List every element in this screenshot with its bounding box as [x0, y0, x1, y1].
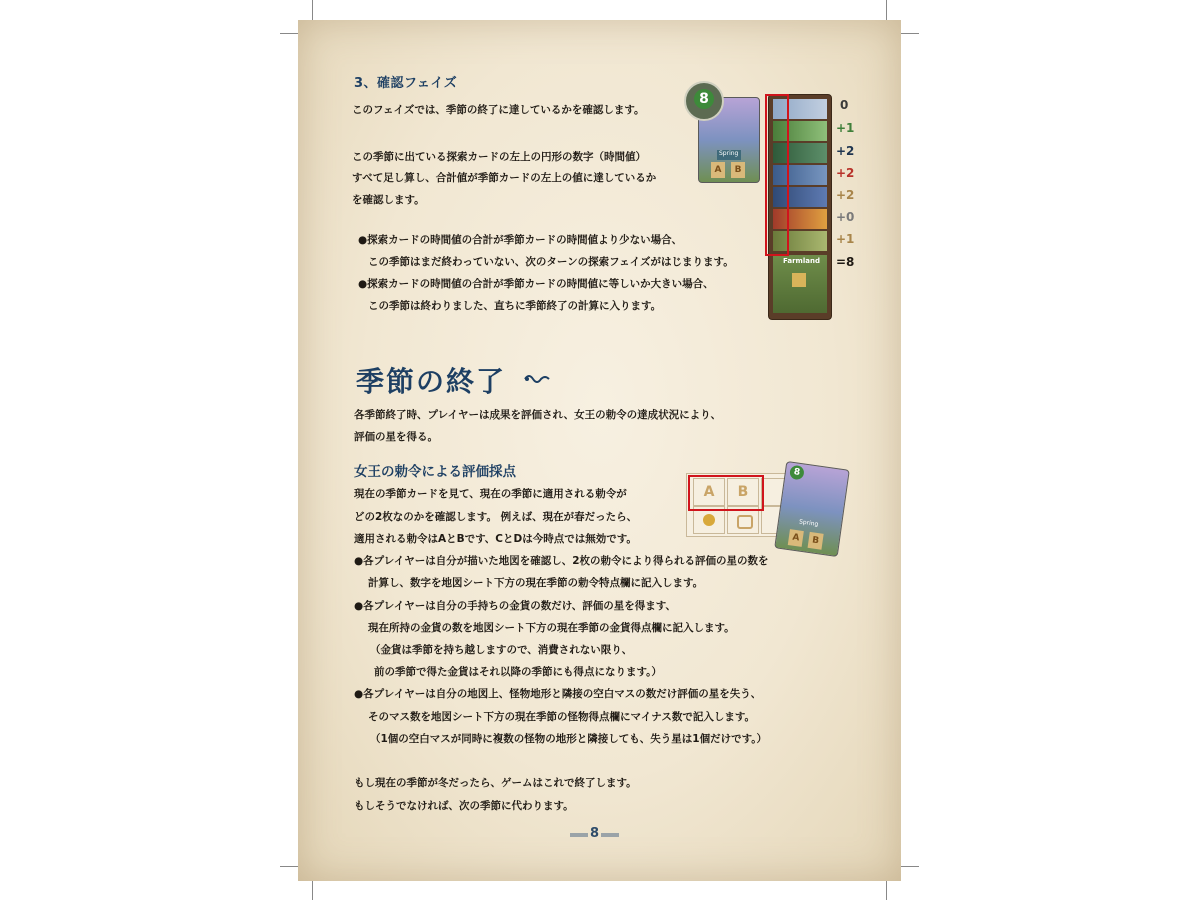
bullet-item: ●各プレイヤーは自分が描いた地図を確認し、2枚の勅令により得られる評価の星の数を	[354, 555, 769, 567]
farmland-card	[773, 255, 827, 313]
crop-mark	[901, 866, 919, 867]
coin-icon	[703, 514, 715, 526]
season-card-name: Spring	[719, 150, 739, 157]
time-total: =8	[836, 255, 855, 269]
bullet-item: （1個の空白マスが同時に複数の怪物の地形と隣接しても、失う星は1個だけです。）	[370, 733, 768, 745]
crop-mark	[886, 881, 887, 900]
time-value: +2	[836, 166, 855, 180]
edict-slot-b: B	[727, 478, 759, 506]
paragraph: すべて足し算し、合計値が季節カードの左上の値に達しているか	[352, 172, 657, 184]
time-value: +1	[836, 121, 855, 135]
crop-mark	[886, 0, 887, 20]
bullet-item: ●探索カードの時間値の合計が季節カードの時間値より少ない場合、	[358, 234, 683, 246]
flourish-icon	[523, 372, 553, 386]
time-value: +0	[836, 210, 855, 224]
farmland-card-name: Farmland	[783, 257, 820, 265]
terrain-icon	[792, 273, 806, 287]
rulebook-page	[298, 20, 901, 881]
paragraph: 各季節終了時、プレイヤーは成果を評価され、女王の勅令の達成状況により、	[354, 409, 722, 421]
crop-mark	[901, 33, 919, 34]
section-title: 季節の終了	[356, 365, 507, 398]
bullet-item: ●各プレイヤーは自分の手持ちの金貨の数だけ、評価の星を得ます、	[354, 600, 676, 612]
paragraph: を確認します。	[352, 194, 425, 206]
edict-tile-a: A	[788, 529, 804, 547]
edict-slot-a: A	[693, 478, 725, 506]
page-number: 8	[590, 826, 600, 841]
season-card	[774, 461, 850, 557]
bullet-item: （金貨は季節を持ち越しますので、消費されない限り、	[370, 644, 633, 656]
edict-tile-b: B	[731, 162, 745, 178]
paragraph: 適用される勅令はAとBです、CとDは今時点では無効です。	[354, 533, 637, 545]
footer-ornament	[601, 833, 619, 837]
subheading: 女王の勅令による評価採点	[354, 464, 516, 480]
time-value: +1	[836, 232, 855, 246]
paragraph: 現在の季節カードを見て、現在の季節に適用される勅令が	[354, 488, 627, 500]
paragraph: 評価の星を得る。	[354, 431, 438, 443]
bullet-item: ●各プレイヤーは自分の地図上、怪物地形と隣接の空白マスの数だけ評価の星を失う、	[354, 688, 762, 700]
time-value-number: 8	[694, 89, 714, 109]
time-value-number: 8	[789, 465, 805, 481]
time-value: 0	[840, 98, 849, 112]
bullet-item: 前の季節で得た金貨はそれ以降の季節にも得点になります。）	[374, 666, 662, 678]
bullet-item: そのマス数を地図シート下方の現在季節の怪物得点欄にマイナス数で記入します。	[368, 711, 756, 723]
bullet-item: 計算し、数字を地図シート下方の現在季節の勅令特点欄に記入します。	[368, 577, 704, 589]
edict-highlight	[688, 475, 764, 511]
edict-tile-b: B	[808, 532, 824, 550]
time-value-badge	[684, 81, 724, 121]
section-heading: 3、確認フェイズ	[354, 76, 458, 91]
paragraph: もしそうでなければ、次の季節に代わります。	[354, 800, 574, 812]
crop-mark	[312, 0, 313, 20]
paragraph: どの2枚なのかを確認します。 例えば、現在が春だったら、	[354, 511, 638, 523]
bullet-item: この季節は終わりました、直ちに季節終了の計算に入ります。	[368, 300, 662, 312]
time-value: +2	[836, 188, 855, 202]
bullet-item: この季節はまだ終わっていない、次のターンの探索フェイズがはじまります。	[368, 256, 734, 268]
season-card-name: Spring	[798, 518, 819, 528]
time-circles-highlight	[765, 94, 789, 256]
bullet-item: 現在所持の金貨の数を地図シート下方の現在季節の金貨得点欄に記入します。	[368, 622, 735, 634]
crop-mark	[280, 866, 298, 867]
crop-mark	[312, 881, 313, 900]
paragraph: もし現在の季節が冬だったら、ゲームはこれで終了します。	[354, 777, 637, 789]
edict-tile-a: A	[711, 162, 725, 178]
monster-icon	[737, 515, 753, 529]
bullet-item: ●探索カードの時間値の合計が季節カードの時間値に等しいか大きい場合、	[358, 278, 714, 290]
paragraph: この季節に出ている探索カードの左上の円形の数字（時間値）	[352, 151, 646, 163]
footer-ornament	[570, 833, 588, 837]
time-value: +2	[836, 144, 855, 158]
crop-mark	[280, 33, 298, 34]
paragraph: このフェイズでは、季節の終了に達しているかを確認します。	[352, 104, 645, 116]
